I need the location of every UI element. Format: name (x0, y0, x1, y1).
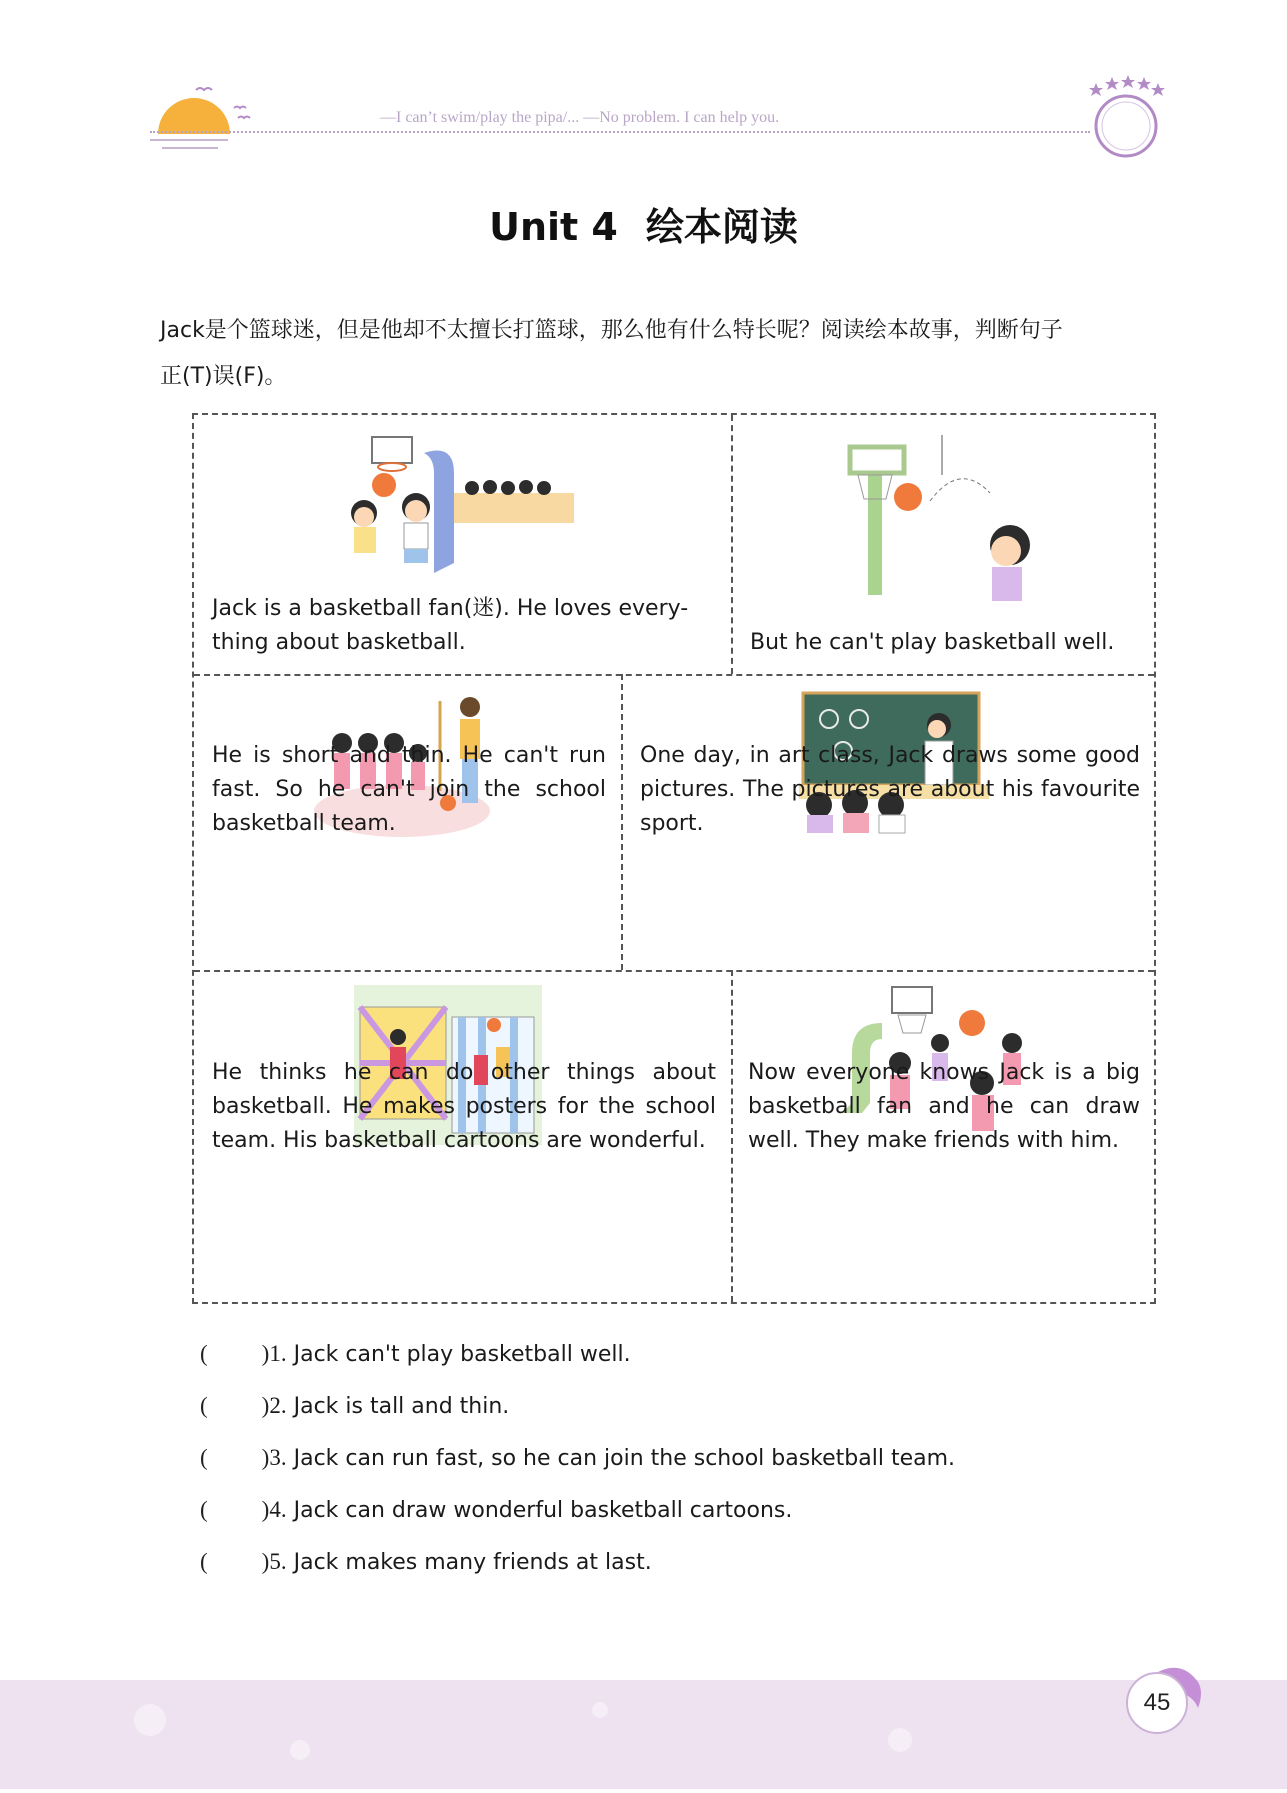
question-number: 4. (269, 1497, 287, 1522)
panel-3-text: He is short and thin. He can't run fast. So he can't join the school basketball team. (212, 743, 606, 836)
question-row (200, 1484, 1100, 1536)
unit-label: Unit 4 (489, 205, 618, 249)
answer-blank-open[interactable]: ( (200, 1445, 208, 1470)
question-row (200, 1536, 1100, 1588)
question-row (200, 1380, 1100, 1432)
answer-blank-open[interactable]: ( (200, 1393, 208, 1418)
basketball-game-illustration (324, 433, 584, 587)
question-row (200, 1328, 1100, 1380)
question-text: Jack can draw wonderful basketball cartoons. (293, 1497, 793, 1523)
answer-blank-close: ) (261, 1549, 270, 1574)
answer-blank-close: ) (261, 1497, 270, 1522)
story-panel-grid (192, 413, 1156, 1304)
missed-shot-illustration (834, 435, 1064, 614)
question-text: Jack can run fast, so he can join the school basketball team. (293, 1445, 956, 1471)
page-number-badge (1126, 1672, 1188, 1734)
sun-logo-icon (148, 82, 258, 158)
grid-divider (194, 674, 1154, 676)
grid-divider (731, 970, 733, 1302)
instructions-line-2: 正(T)误(F)。 (160, 364, 287, 389)
true-false-questions (200, 1328, 1100, 1588)
header-divider (150, 131, 1090, 133)
answer-blank-open[interactable]: ( (200, 1341, 208, 1366)
instructions-line-1: Jack是个篮球迷，但是他却不太擅长打篮球，那么他有什么特长呢？阅读绘本故事，判断句子 (160, 318, 1063, 343)
answer-blank-close: ) (261, 1445, 270, 1470)
answer-blank-open[interactable]: ( (200, 1549, 208, 1574)
answer-blank-close: ) (261, 1393, 270, 1418)
question-text: Jack is tall and thin. (293, 1393, 510, 1419)
panel-5-text: He thinks he can do other things about basketball. He makes posters for the school team. His basketball cartoons are wonderful. (212, 1060, 716, 1153)
section-name: 绘本阅读 (645, 205, 798, 249)
question-text: Jack can't play basketball well. (293, 1341, 631, 1367)
panel-1-text (212, 592, 712, 660)
header-motto: —I can’t swim/play the pipa/... —No problem. I can help you. (380, 109, 780, 126)
panel-1-line-2: thing about basketball. (212, 630, 466, 655)
grid-divider (731, 415, 733, 674)
question-number: 2. (269, 1393, 287, 1418)
page-title (0, 196, 1287, 251)
panel-1-line-1: Jack is a basketball fan(迷). He loves every- (212, 596, 689, 621)
question-number: 3. (269, 1445, 287, 1470)
grid-divider (194, 970, 1154, 972)
instructions (160, 308, 1160, 400)
answer-blank-close: ) (261, 1341, 270, 1366)
answer-blank-open[interactable]: ( (200, 1497, 208, 1522)
question-number: 5. (269, 1549, 287, 1574)
question-number: 1. (269, 1341, 287, 1366)
grid-divider (621, 674, 623, 970)
page-number: 45 (1143, 1689, 1171, 1716)
question-text: Jack makes many friends at last. (293, 1549, 652, 1575)
panel-6-text: Now everyone knows Jack is a big basketball fan and he can draw well. They make friends with him. (748, 1060, 1140, 1153)
panel-4-text: One day, in art class, Jack draws some good pictures. The pictures are about his favourite sport. (640, 743, 1140, 836)
brand-logo-icon (1080, 74, 1170, 170)
panel-2-text: But he can't play basketball well. (750, 630, 1115, 655)
question-row (200, 1432, 1100, 1484)
footer-band (0, 1680, 1287, 1789)
